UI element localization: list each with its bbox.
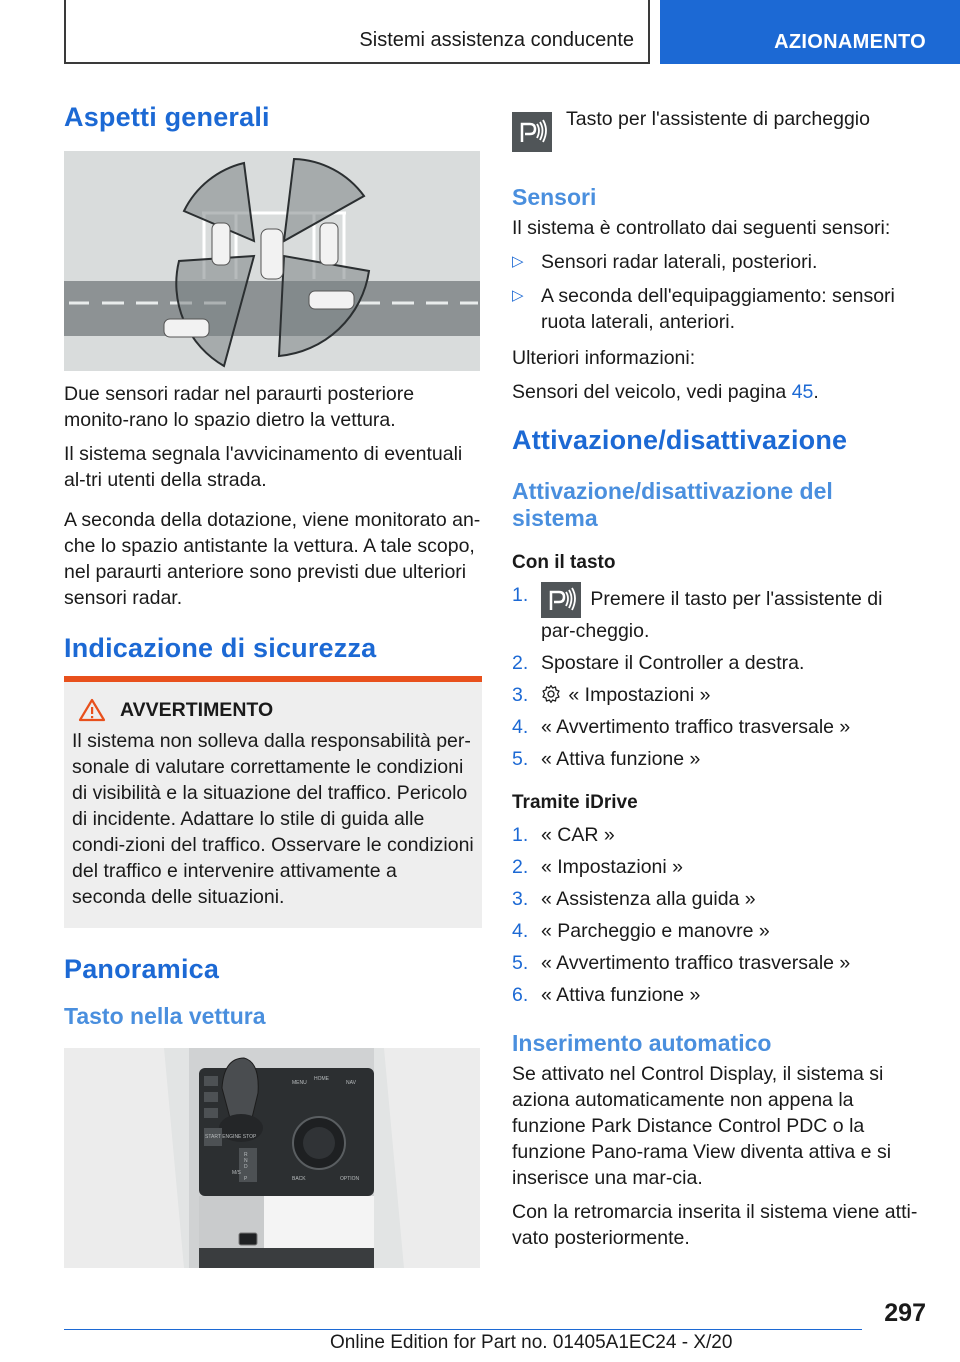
list-item: 6. « Attiva funzione » [512,983,701,1006]
page-link[interactable]: 45 [791,380,814,403]
inserimento-paragraph-1: Se attivato nel Control Display, il sistema si aziona automaticamente non appena la funzione Park Distance Control PDC o la funzione Pano-rama View diventa attiva e si inserisce una mar-cia. [512,1062,892,1189]
gear-label-d: D [244,1164,248,1171]
right-column [512,96,922,1259]
list-item: 1. « CAR » [512,823,615,846]
heading-aspetti-generali: Aspetti generali [64,102,270,132]
gear-label-r: R [244,1152,248,1159]
footer-edition: Online Edition for Part no. 01405A1EC24 - X/20 [330,1332,733,1353]
console-label-start-engine: START ENGINE STOP [205,1134,257,1141]
gear-label-n: N [244,1158,248,1165]
gear-label-ms: M/S [232,1170,241,1177]
heading-indicazione-sicurezza: Indicazione di sicurezza [64,633,377,664]
list-item: 3. « Impostazioni » [512,683,711,706]
heading-attivazione: Attivazione/disattivazione [512,424,848,455]
center-console-photo [64,1048,480,1268]
list-item: ▷ Sensori radar laterali, posteriori. [512,250,818,273]
list-item: 3. « Assistenza alla guida » [512,887,756,910]
inserimento-paragraph-2: Con la retromarcia inserita il sistema viene atti-vato posteriormente. [512,1200,918,1249]
list-item: 2. Spostare il Controller a destra. [512,651,805,674]
radar-illustration [64,151,480,371]
header-section-title: Sistemi assistenza conducente [359,29,634,51]
idrive-steps [512,822,922,1008]
ulteriori-informazioni: Ulteriori informazioni: [512,346,696,369]
tasto-steps [512,582,922,772]
paragraph-sensori-radar: Due sensori radar nel paraurti posteriore monito-rano lo spazio dietro la vettura. [64,383,415,432]
heading-inserimento-automatico: Inserimento automatico [512,1029,772,1056]
console-label-menu: MENU [292,1080,307,1087]
heading-attivazione-sistema: Attivazione/disattivazione del sistema [512,477,833,531]
list-item: 5. « Avvertimento traffico trasversale » [512,951,851,974]
heading-tramite-idrive: Tramite iDrive [512,791,638,813]
list-item: 4. « Parcheggio e manovre » [512,919,770,942]
header-chapter-tab [660,0,960,64]
warning-text: Il sistema non solleva dalla responsabilità per-sonale di valutare correttamente le condizioni di visibilità e la situazione del traffico. Pericolo di incidente. Adattare lo stile di guida alle condi-zioni del traffico. Osservare le condizioni del traffico e intervenire attivamente a seconda delle situazioni. [72,730,474,909]
parking-assist-button-icon [541,582,581,618]
console-label-back: BACK [292,1176,306,1183]
paragraph-segnalazione: Il sistema segnala l'avvicinamento di eventuali al-tri utenti della strada. [64,443,463,492]
heading-sensori: Sensori [512,184,597,210]
parking-assist-icon [512,112,552,152]
warning-triangle-icon [78,698,106,722]
list-item: 4. « Avvertimento traffico trasversale » [512,715,851,738]
sensori-intro: Il sistema è controllato dai seguenti sensori: [512,216,891,239]
list-item: 5. « Attiva funzione » [512,747,701,770]
header-chapter-title: AZIONAMENTO [774,31,926,53]
warning-box [64,682,482,928]
heading-tasto-vettura: Tasto nella vettura [64,1003,266,1030]
parking-assist-caption: Tasto per l'assistente di parcheggio [566,108,870,130]
list-item: 2. « Impostazioni » [512,855,683,878]
paragraph-dotazione: A seconda della dotazione, viene monitorato an-che lo spazio antistante la vettura. A tale scopo, nel paraurti anteriore sono previsti due ulteriori sensori radar. [64,509,481,610]
footer-divider [64,1329,862,1330]
gear-label-p: P [244,1176,248,1183]
gear-icon [541,684,561,704]
page-reference: Sensori del veicolo, vedi pagina 45. [512,380,819,403]
warning-title: AVVERTIMENTO [120,698,274,721]
heading-con-il-tasto: Con il tasto [512,551,616,573]
list-item: ▷ A seconda dell'equipaggiamento: sensori ruota laterali, anteriori. [512,284,895,333]
console-label-home: HOME [314,1076,329,1083]
list-item: 1. Premere il tasto per l'assistente di par-cheggio. [512,583,883,642]
left-column [64,96,482,1268]
console-label-option: OPTION [340,1176,360,1183]
console-label-nav: NAV [346,1080,356,1087]
heading-panoramica: Panoramica [64,954,220,985]
sensori-list [512,249,922,335]
page-number: 297 [884,1299,926,1327]
header-section-box [64,0,650,64]
